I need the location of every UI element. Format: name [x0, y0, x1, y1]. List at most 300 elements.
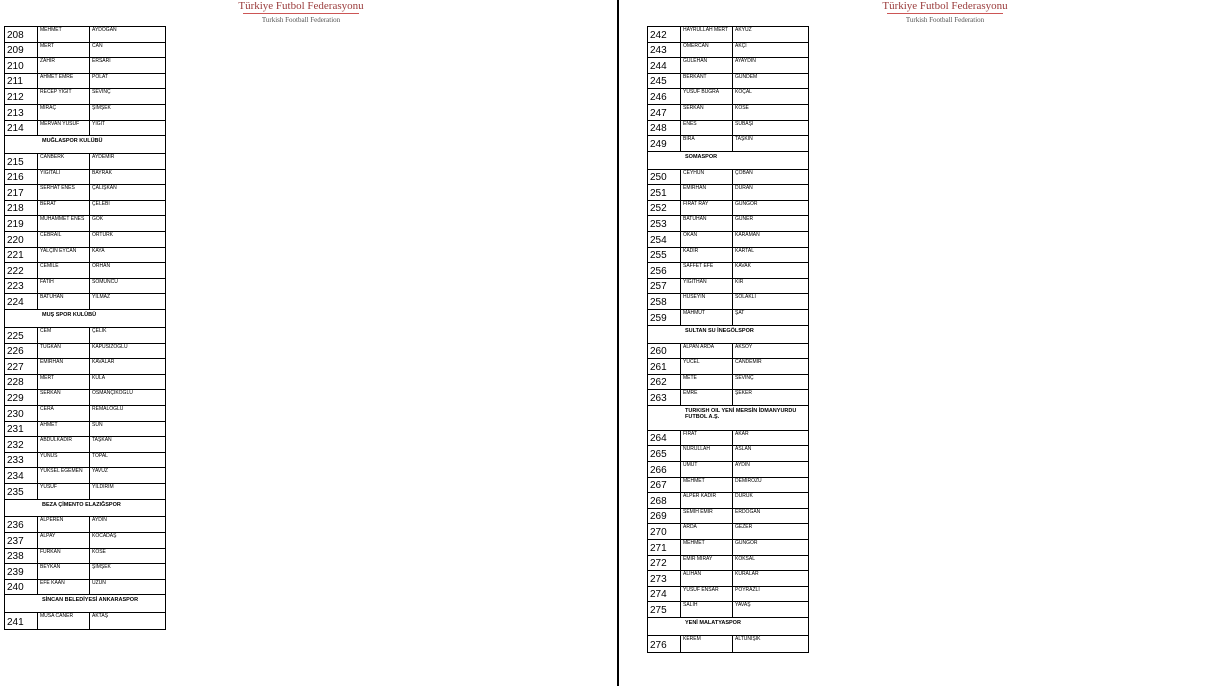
table-row — [648, 121, 808, 137]
player-number: 224 — [5, 294, 38, 309]
player-number: 250 — [648, 170, 681, 185]
player-last-name: YILMAZ — [92, 294, 111, 301]
club-number-cell — [5, 500, 38, 517]
player-last-name: GÜNGÖR — [735, 200, 758, 207]
player-first-name: ABDULKADİR — [38, 437, 90, 452]
player-number: 263 — [648, 390, 681, 405]
club-header-row — [5, 500, 165, 518]
player-first-name: FIRAT — [681, 431, 733, 446]
table-row — [648, 462, 808, 478]
table-row — [5, 468, 165, 484]
player-last-name: ÇELİK — [92, 327, 107, 334]
table-row — [648, 58, 808, 74]
table-row — [5, 263, 165, 279]
player-first-name: AHMET — [38, 422, 90, 437]
club-name: MUĞLASPOR KULÜBÜ — [42, 138, 103, 145]
club-header-row — [5, 136, 165, 154]
club-number-cell — [648, 618, 681, 635]
player-number: 247 — [648, 105, 681, 120]
player-first-name: ÖMERCAN — [681, 43, 733, 58]
club-name: SULTAN SU İNEGÖLSPOR — [685, 327, 754, 334]
page-header — [238, 0, 364, 24]
player-number: 219 — [5, 216, 38, 231]
player-last-name: ERSARI — [92, 58, 111, 65]
player-first-name: MUHAMMET ENES — [38, 216, 90, 231]
table-row — [5, 121, 165, 137]
club-name: YENİ MALATYASPOR — [685, 620, 741, 627]
table-row — [5, 201, 165, 217]
table-row — [648, 431, 808, 447]
table-row — [5, 359, 165, 375]
document-page-right — [620, 0, 1219, 686]
player-last-name: OSMANÇIKOĞLU — [92, 390, 133, 397]
table-row — [5, 27, 165, 43]
player-last-name: REMALOĞLU — [92, 405, 124, 412]
player-first-name: MEHMET — [38, 27, 90, 42]
player-number: 249 — [648, 136, 681, 151]
player-number: 225 — [5, 328, 38, 343]
player-last-name: ÇELEBİ — [92, 200, 110, 207]
table-row — [648, 446, 808, 462]
player-number: 254 — [648, 232, 681, 247]
table-row — [648, 232, 808, 248]
player-last-name: KULA — [92, 374, 106, 381]
player-last-name: ŞİMŞEK — [92, 104, 111, 111]
table-row — [5, 390, 165, 406]
player-first-name: BEYKAN — [38, 564, 90, 579]
table-row — [5, 375, 165, 391]
player-last-name: KOCADAŞ — [92, 533, 117, 540]
table-row — [648, 375, 808, 391]
player-first-name: YİĞİTHAN — [681, 279, 733, 294]
table-row — [5, 89, 165, 105]
player-number: 244 — [648, 58, 681, 73]
federation-subtitle: Turkish Football Federation — [261, 16, 341, 24]
player-first-name: RECEP YİĞİT — [38, 89, 90, 104]
player-number: 217 — [5, 185, 38, 200]
player-number: 264 — [648, 431, 681, 446]
player-first-name: SERKAN — [681, 105, 733, 120]
player-number: 213 — [5, 105, 38, 120]
player-first-name: KEREM — [681, 636, 733, 652]
player-number: 243 — [648, 43, 681, 58]
page-divider — [617, 0, 619, 686]
player-last-name: BAYRAK — [92, 169, 112, 176]
player-first-name: FIRAT RAY — [681, 201, 733, 216]
player-first-name: MİRAÇ — [38, 105, 90, 120]
club-name: BEZA ÇİMENTO ELAZIĞSPOR — [42, 501, 121, 508]
player-last-name: TAŞKIN — [735, 136, 753, 143]
player-last-name: YAVAŞ — [735, 602, 751, 609]
player-number: 211 — [5, 74, 38, 89]
player-first-name: YUSUF — [38, 484, 90, 499]
player-first-name: FURKAN — [38, 549, 90, 564]
table-row — [648, 74, 808, 90]
player-last-name: ŞEKER — [735, 390, 752, 397]
page-header — [882, 0, 1008, 24]
player-number: 269 — [648, 509, 681, 524]
player-first-name: HÜSEYİN — [681, 294, 733, 309]
player-number: 266 — [648, 462, 681, 477]
player-first-name: ENES — [681, 121, 733, 136]
player-first-name: MEHMET — [681, 540, 733, 555]
club-header-row — [648, 406, 808, 431]
player-number: 238 — [5, 549, 38, 564]
player-first-name: KADİR — [681, 248, 733, 263]
federation-title: Türkiye Futbol Federasyonu — [882, 0, 1008, 12]
player-last-name: KAVALAR — [92, 359, 115, 366]
player-last-name: ORHAN — [92, 263, 111, 270]
federation-title: Türkiye Futbol Federasyonu — [238, 0, 364, 12]
table-row — [648, 294, 808, 310]
player-first-name: FATİH — [38, 279, 90, 294]
table-row — [5, 43, 165, 59]
player-first-name: HAYRULLAH MERT — [681, 27, 733, 42]
club-name: SİNCAN BELEDİYESİ ANKARASPOR — [42, 597, 139, 604]
player-first-name: GÜLEHAN — [681, 58, 733, 73]
player-first-name: CEM — [38, 328, 90, 343]
player-last-name: KAVAK — [735, 263, 751, 270]
table-row — [648, 216, 808, 232]
table-row — [5, 58, 165, 74]
player-first-name: EMİR MİRAY — [681, 556, 733, 571]
table-row — [5, 406, 165, 422]
table-row — [648, 43, 808, 59]
player-number: 233 — [5, 453, 38, 468]
table-row — [5, 484, 165, 500]
player-number: 208 — [5, 27, 38, 42]
player-number: 220 — [5, 232, 38, 247]
player-number: 242 — [648, 27, 681, 42]
player-number: 226 — [5, 344, 38, 359]
player-last-name: GÜNDEM — [735, 73, 758, 80]
player-first-name: YİĞİTALİ — [38, 170, 90, 185]
player-number: 237 — [5, 533, 38, 548]
player-first-name: YALÇIN EYCAN — [38, 248, 90, 263]
player-number: 245 — [648, 74, 681, 89]
player-first-name: EMİRHAN — [681, 185, 733, 200]
player-last-name: SEVİNÇ — [735, 374, 754, 381]
table-row — [648, 310, 808, 326]
player-number: 241 — [5, 613, 38, 629]
player-last-name: YAVUZ — [92, 468, 108, 475]
player-number: 252 — [648, 201, 681, 216]
header-rule — [887, 13, 1003, 14]
player-first-name: ALPAN ARDA — [681, 344, 733, 359]
player-number: 253 — [648, 216, 681, 231]
player-first-name: SEMİH EMİR — [681, 509, 733, 524]
player-first-name: SALİH — [681, 602, 733, 617]
player-last-name: KÖKSAL — [735, 555, 756, 562]
player-first-name: CANBERK — [38, 154, 90, 169]
player-first-name: MEHMET — [681, 478, 733, 493]
table-row — [648, 636, 808, 652]
player-first-name: YUSUF ENSAR — [681, 587, 733, 602]
player-last-name: GÖK — [92, 216, 104, 223]
player-first-name: TUĞKAN — [38, 344, 90, 359]
table-row — [5, 580, 165, 596]
player-last-name: KIR — [735, 278, 744, 285]
player-number: 257 — [648, 279, 681, 294]
club-header-row — [5, 595, 165, 613]
player-last-name: AYDIN — [92, 517, 107, 524]
player-last-name: KAYA — [92, 247, 105, 254]
player-first-name: NURULLAH — [681, 446, 733, 461]
table-row — [5, 453, 165, 469]
player-number: 239 — [5, 564, 38, 579]
table-row — [648, 263, 808, 279]
player-first-name: SERKAN — [38, 390, 90, 405]
player-number: 240 — [5, 580, 38, 595]
player-last-name: KOÇAL — [735, 89, 752, 96]
player-last-name: CANDEMİR — [735, 359, 762, 366]
player-number: 261 — [648, 359, 681, 374]
player-number: 216 — [5, 170, 38, 185]
player-last-name: AKAR — [735, 430, 749, 437]
player-number: 215 — [5, 154, 38, 169]
player-last-name: AYDIN — [735, 462, 750, 469]
player-first-name: CERA — [38, 406, 90, 421]
player-first-name: SERHAT ENES — [38, 185, 90, 200]
player-last-name: SUN — [92, 421, 103, 428]
player-first-name: MAHMUT — [681, 310, 733, 325]
player-last-name: ŞAT — [735, 310, 745, 317]
table-row — [5, 517, 165, 533]
club-name: SOMASPOR — [685, 153, 718, 160]
player-number: 259 — [648, 310, 681, 325]
player-last-name: AKYÜZ — [735, 27, 752, 33]
player-number: 274 — [648, 587, 681, 602]
player-first-name: BATUHAN — [681, 216, 733, 231]
player-number: 234 — [5, 468, 38, 483]
player-number: 230 — [5, 406, 38, 421]
player-last-name: TOPAL — [92, 452, 108, 459]
player-first-name: MERT — [38, 375, 90, 390]
club-header-row — [5, 310, 165, 328]
player-last-name: AKSOY — [735, 343, 753, 350]
player-first-name: YUNUS — [38, 453, 90, 468]
player-last-name: KARTAL — [735, 247, 754, 254]
table-row — [5, 232, 165, 248]
player-first-name: BERAT — [38, 201, 90, 216]
player-last-name: GÜNGÖR — [735, 540, 758, 547]
player-number: 251 — [648, 185, 681, 200]
table-row — [648, 170, 808, 186]
player-last-name: SEVİNÇ — [92, 89, 111, 96]
player-last-name: YILDIRIM — [92, 483, 114, 490]
player-first-name: BATUHAN — [38, 294, 90, 309]
player-first-name: BERKANT — [681, 74, 733, 89]
table-row — [648, 524, 808, 540]
player-number: 210 — [5, 58, 38, 73]
player-last-name: ASLAN — [735, 446, 752, 453]
table-row — [648, 571, 808, 587]
player-number: 267 — [648, 478, 681, 493]
player-first-name: UMUT — [681, 462, 733, 477]
player-first-name: YUSUF BUĞRA — [681, 89, 733, 104]
player-first-name: ALİHAN — [681, 571, 733, 586]
player-last-name: KURALAR — [735, 571, 759, 578]
federation-subtitle: Turkish Football Federation — [905, 16, 985, 24]
club-header-row — [648, 326, 808, 344]
player-table-left — [4, 26, 166, 630]
player-number: 258 — [648, 294, 681, 309]
player-number: 235 — [5, 484, 38, 499]
club-number-cell — [5, 595, 38, 612]
table-row — [648, 556, 808, 572]
player-first-name: METE — [681, 375, 733, 390]
player-number: 272 — [648, 556, 681, 571]
player-last-name: SUBAŞI — [735, 120, 754, 127]
table-row — [5, 613, 165, 629]
table-row — [648, 602, 808, 618]
club-number-cell — [5, 136, 38, 153]
player-number: 227 — [5, 359, 38, 374]
table-row — [5, 328, 165, 344]
player-number: 231 — [5, 422, 38, 437]
club-number-cell — [648, 152, 681, 169]
player-first-name: CEBRAİL — [38, 232, 90, 247]
table-row — [5, 294, 165, 310]
player-last-name: KARAMAN — [735, 232, 760, 239]
player-number: 246 — [648, 89, 681, 104]
player-number: 260 — [648, 344, 681, 359]
table-row — [648, 390, 808, 406]
table-row — [648, 587, 808, 603]
table-row — [5, 74, 165, 90]
table-row — [5, 549, 165, 565]
club-number-cell — [648, 406, 681, 430]
header-rule — [243, 13, 359, 14]
player-last-name: UZUN — [92, 579, 106, 586]
player-number: 229 — [5, 390, 38, 405]
player-number: 273 — [648, 571, 681, 586]
table-row — [648, 201, 808, 217]
table-row — [5, 248, 165, 264]
player-first-name: YÜCEL — [681, 359, 733, 374]
player-number: 209 — [5, 43, 38, 58]
player-number: 223 — [5, 279, 38, 294]
player-last-name: GEZER — [735, 524, 753, 531]
player-first-name: ZAHİR — [38, 58, 90, 73]
player-number: 248 — [648, 121, 681, 136]
player-first-name: AHMET EMRE — [38, 74, 90, 89]
player-number: 275 — [648, 602, 681, 617]
player-first-name: OKAN — [681, 232, 733, 247]
player-first-name: MUSA CANER — [38, 613, 90, 629]
club-number-cell — [5, 310, 38, 327]
table-row — [5, 533, 165, 549]
player-first-name: CEMİLE — [38, 263, 90, 278]
player-number: 212 — [5, 89, 38, 104]
player-first-name: ALPER KADİR — [681, 493, 733, 508]
table-row — [5, 105, 165, 121]
table-row — [5, 344, 165, 360]
player-first-name: ALPAY — [38, 533, 90, 548]
player-first-name: ALPEREN — [38, 517, 90, 532]
player-number: 218 — [5, 201, 38, 216]
table-row — [5, 154, 165, 170]
player-last-name: KÖSE — [735, 104, 749, 111]
player-last-name: ALTUNIŞIK — [735, 635, 761, 642]
player-last-name: YİĞİT — [92, 120, 106, 127]
player-first-name: MERVAN YUSUF — [38, 121, 90, 136]
club-name: TURKISH OIL YENİ MERSİN İDMANYURDU FUTBOL A.Ş. — [685, 407, 797, 420]
player-first-name: ARDA — [681, 524, 733, 539]
player-last-name: POLAT — [92, 73, 109, 80]
table-row — [648, 540, 808, 556]
player-last-name: DURUK — [735, 493, 753, 500]
table-row — [5, 216, 165, 232]
player-last-name: DEMİRÖZÜ — [735, 477, 762, 484]
player-last-name: AKÇI — [735, 42, 747, 49]
player-number: 221 — [5, 248, 38, 263]
player-number: 268 — [648, 493, 681, 508]
player-last-name: DURAN — [735, 185, 753, 192]
player-number: 232 — [5, 437, 38, 452]
table-row — [648, 359, 808, 375]
table-row — [648, 344, 808, 360]
table-row — [648, 509, 808, 525]
club-name: MUŞ SPOR KULÜBÜ — [42, 312, 97, 319]
table-row — [648, 248, 808, 264]
player-last-name: ÇALIŞKAN — [92, 185, 117, 192]
player-first-name: YÜKSEL EGEMEN — [38, 468, 90, 483]
table-row — [5, 185, 165, 201]
player-number: 236 — [5, 517, 38, 532]
player-number: 222 — [5, 263, 38, 278]
player-first-name: SAFFET EFE — [681, 263, 733, 278]
table-row — [5, 279, 165, 295]
player-last-name: TAŞKAN — [92, 437, 112, 444]
table-row — [648, 27, 808, 43]
player-number: 214 — [5, 121, 38, 136]
player-number: 271 — [648, 540, 681, 555]
player-last-name: SOMUNCU — [92, 278, 118, 285]
table-row — [5, 422, 165, 438]
player-last-name: AYDOĞAN — [92, 27, 117, 33]
player-last-name: ERDOĞAN — [735, 508, 761, 515]
player-first-name: CEYHUN — [681, 170, 733, 185]
player-number: 255 — [648, 248, 681, 263]
club-header-row — [648, 618, 808, 636]
player-first-name: EFE KAAN — [38, 580, 90, 595]
player-last-name: ÖRTÜRK — [92, 232, 114, 239]
player-number: 228 — [5, 375, 38, 390]
table-row — [5, 170, 165, 186]
table-row — [648, 185, 808, 201]
table-row — [648, 105, 808, 121]
table-row — [5, 437, 165, 453]
player-last-name: ÇOBAN — [735, 169, 753, 176]
table-row — [648, 478, 808, 494]
player-number: 262 — [648, 375, 681, 390]
player-number: 276 — [648, 636, 681, 652]
table-row — [5, 564, 165, 580]
player-last-name: KÖSE — [92, 548, 106, 555]
player-first-name: EMİRHAN — [38, 359, 90, 374]
player-last-name: AYAYDIN — [735, 58, 756, 65]
player-first-name: EMRE — [681, 390, 733, 405]
player-table-right — [647, 26, 809, 653]
player-number: 270 — [648, 524, 681, 539]
player-last-name: GÜNER — [735, 216, 754, 223]
table-row — [648, 279, 808, 295]
player-last-name: KAPUSIZOĞLU — [92, 343, 128, 350]
player-last-name: AKTAŞ — [92, 613, 109, 620]
player-first-name: MERT — [38, 43, 90, 58]
club-header-row — [648, 152, 808, 170]
